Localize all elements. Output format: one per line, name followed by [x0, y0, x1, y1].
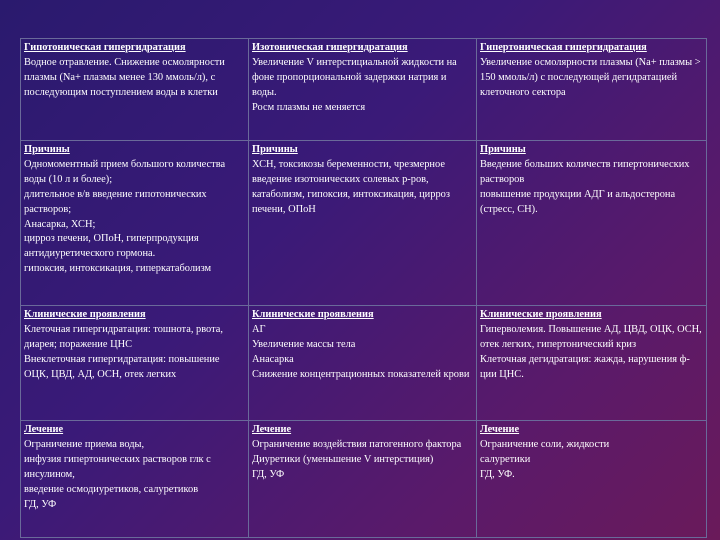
cell-text-line: Увеличение осмолярности плазмы (Na+ плазмы ˃ 150 ммоль/л) с последующей дегидратацией клеточного сектора: [480, 56, 701, 98]
cell-heading: Лечение: [24, 424, 64, 435]
cell-clinical-hypotonic: [21, 306, 249, 421]
cell-causes-hypotonic: [21, 141, 249, 306]
cell-heading: Клинические проявления: [480, 309, 602, 320]
cell-text-line: Ограничение воздействия патогенного фактора: [252, 438, 462, 450]
cell-heading: Причины: [24, 144, 70, 155]
cell-text-line: введение осмодиуретиков, салуретиков: [24, 483, 199, 495]
cell-text-line: Водное отравление. Снижение осмолярности плазмы (Na+ плазмы менее 130 ммоль/л), с последующим поступлением воды в клетки: [24, 56, 225, 98]
cell-text-line: Введение больших количеств гипертонических растворов: [480, 158, 690, 185]
cell-text-line: ХСН, токсикозы беременности, чрезмерное введение изотонических солевых р-ров, катаболизм, гипоксия, интоксикация, цирроз печени, ОПоН: [252, 158, 450, 215]
table-row-clinical: [21, 306, 707, 421]
cell-heading: Гипотоническая гипергидратация: [24, 42, 186, 53]
cell-text-line: повышение продукции АДГ и альдостерона (стресс, СН).: [480, 188, 676, 215]
cell-heading: Причины: [480, 144, 526, 155]
cell-causes-isotonic: [249, 141, 477, 306]
cell-text-line: салуретики: [480, 453, 531, 465]
table-row-causes: [21, 141, 707, 306]
hyperhydration-table: [20, 38, 707, 538]
cell-text-line: инфузия гипертонических растворов глк с инсулином,: [24, 453, 211, 480]
cell-heading: Изотоническая гипергидратация: [252, 42, 408, 53]
cell-clinical-hypertonic: [477, 306, 707, 421]
cell-text-line: Клеточная гипергидратация: тошнота, рвота, диарея; поражение ЦНС: [24, 323, 223, 350]
cell-text-line: Снижение концентрационных показателей крови: [252, 368, 470, 380]
table-body: [21, 39, 707, 538]
cell-causes-hypertonic: [477, 141, 707, 306]
cell-text-line: Анасарка, ХСН;: [24, 218, 96, 230]
cell-heading: Клинические проявления: [252, 309, 374, 320]
cell-types-hypotonic: [21, 39, 249, 141]
cell-treatment-isotonic: [249, 421, 477, 538]
cell-text-line: Увеличение V интерстициальной жидкости на фоне пропорциональной задержки натрия и воды.: [252, 56, 457, 98]
cell-heading: Причины: [252, 144, 298, 155]
cell-text-line: ГД, УФ: [24, 498, 57, 510]
cell-text-line: Внеклеточная гипергидратация: повышение ОЦК, ЦВД, АД, ОСН, отек легких: [24, 353, 220, 380]
cell-heading: Лечение: [252, 424, 292, 435]
cell-text-line: Анасарка: [252, 353, 294, 365]
cell-types-hypertonic: [477, 39, 707, 141]
cell-text-line: Клеточная дегидратация: жажда, нарушения ф-ции ЦНС.: [480, 353, 690, 380]
cell-text-line: Увеличение массы тела: [252, 338, 356, 350]
cell-heading: Гипертоническая гипергидратация: [480, 42, 647, 53]
cell-text-line: ГД, УФ: [252, 468, 285, 480]
table-row-types: [21, 39, 707, 141]
cell-text-line: Ограничение соли, жидкости: [480, 438, 610, 450]
table-row-treatment: [21, 421, 707, 538]
cell-text-line: длительное в/в введение гипотонических растворов;: [24, 188, 207, 215]
cell-text-line: Гиперволемия. Повышение АД, ЦВД, ОЦК, ОСН, отек легких, гипертонический криз: [480, 323, 702, 350]
cell-text-line: Диуретики (уменьшение V интерстиция): [252, 453, 434, 465]
cell-types-isotonic: [249, 39, 477, 141]
cell-text-line: цирроз печени, ОПоН, гиперпродукция антидиуретического гормона.: [24, 233, 199, 260]
cell-text-line: ГД, УФ.: [480, 468, 515, 480]
cell-treatment-hypertonic: [477, 421, 707, 538]
cell-heading: Лечение: [480, 424, 520, 435]
cell-heading: Клинические проявления: [24, 309, 146, 320]
cell-text-line: АГ: [252, 323, 266, 335]
cell-text-line: Одномоментный прием большого количества воды (10 л и более);: [24, 158, 226, 185]
cell-clinical-isotonic: [249, 306, 477, 421]
cell-treatment-hypotonic: [21, 421, 249, 538]
cell-text-line: Ограничение приема воды,: [24, 438, 145, 450]
cell-text-line: гипоксия, интоксикация, гиперкатаболизм: [24, 263, 212, 275]
cell-text-line: Росм плазмы не меняется: [252, 101, 366, 113]
